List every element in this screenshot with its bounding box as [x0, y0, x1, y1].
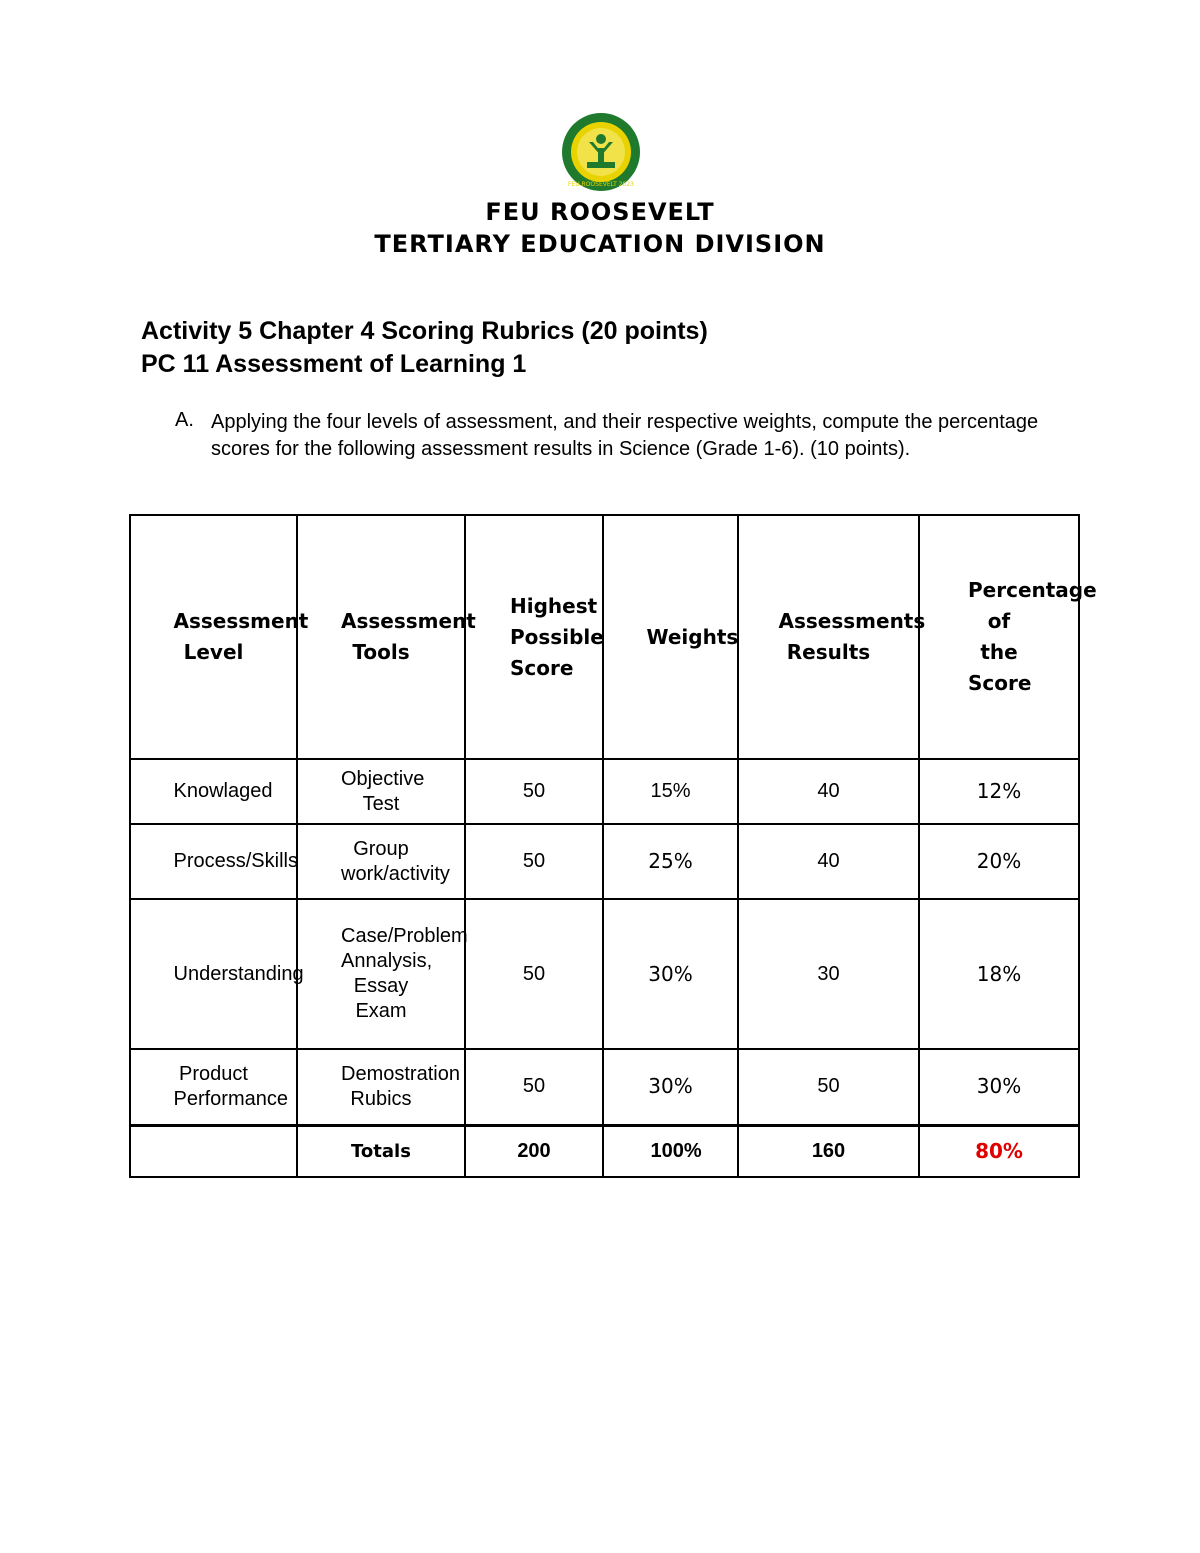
course-title: PC 11 Assessment of Learning 1	[141, 350, 527, 378]
table-row	[130, 899, 1079, 1049]
organization-name: FEU ROOSEVELT	[485, 198, 715, 226]
header-highest-possible-score: Highest Possible Score	[465, 515, 603, 759]
rubric-table	[129, 514, 1097, 1178]
feu-roosevelt-seal-icon	[561, 112, 641, 192]
totals-weight: 100%	[603, 1125, 738, 1177]
activity-title: Activity 5 Chapter 4 Scoring Rubrics (20 points)	[141, 317, 708, 345]
cell-tools: Group work/activity	[297, 824, 465, 899]
cell-level: Understanding	[130, 899, 297, 1049]
question-letter: A.	[175, 409, 194, 431]
cell-weight: 30%	[603, 899, 738, 1049]
cell-weight: 25%	[603, 824, 738, 899]
cell-weight: 30%	[603, 1049, 738, 1125]
header-assessment-level: Assessment Level	[130, 515, 297, 759]
totals-result: 160	[738, 1125, 919, 1177]
cell-highest: 50	[465, 759, 603, 824]
cell-result: 40	[738, 759, 919, 824]
totals-row	[130, 1125, 1079, 1177]
cell-percentage: 18%	[919, 899, 1079, 1049]
cell-highest: 50	[465, 1049, 603, 1125]
cell-level: Product Performance	[130, 1049, 297, 1125]
table-row	[130, 824, 1079, 899]
totals-highest: 200	[465, 1125, 603, 1177]
header-assessments-results: Assessments Results	[738, 515, 919, 759]
cell-tools: Demostration Rubics	[297, 1049, 465, 1125]
table-row	[130, 759, 1079, 824]
cell-tools: Objective Test	[297, 759, 465, 824]
question-text: Applying the four levels of assessment, and their respective weights, compute the percentage scores for the following assessment results in Science (Grade 1-6). (10 points).	[211, 411, 1039, 460]
cell-tools: Case/Problem Annalysis, Essay Exam	[297, 899, 465, 1049]
division-name: TERTIARY EDUCATION DIVISION	[374, 230, 826, 258]
header-assessment-tools: Assessment Tools	[297, 515, 465, 759]
cell-percentage: 30%	[919, 1049, 1079, 1125]
cell-highest: 50	[465, 899, 603, 1049]
totals-label: Totals	[297, 1125, 465, 1177]
cell-weight: 15%	[603, 759, 738, 824]
cell-percentage: 20%	[919, 824, 1079, 899]
totals-percentage: 80%	[919, 1125, 1079, 1177]
cell-highest: 50	[465, 824, 603, 899]
cell-level: Knowlaged	[130, 759, 297, 824]
cell-result: 50	[738, 1049, 919, 1125]
svg-text:FEU ROOSEVELT 2023: FEU ROOSEVELT 2023	[567, 181, 635, 188]
cell-result: 30	[738, 899, 919, 1049]
table-row	[130, 1049, 1079, 1125]
header-percentage-of-score: Percentage of the Score	[919, 515, 1079, 759]
cell-level: Process/Skills	[130, 824, 297, 899]
header-weights: Weights	[603, 515, 738, 759]
cell-empty	[130, 1125, 297, 1177]
cell-result: 40	[738, 824, 919, 899]
cell-percentage: 12%	[919, 759, 1079, 824]
